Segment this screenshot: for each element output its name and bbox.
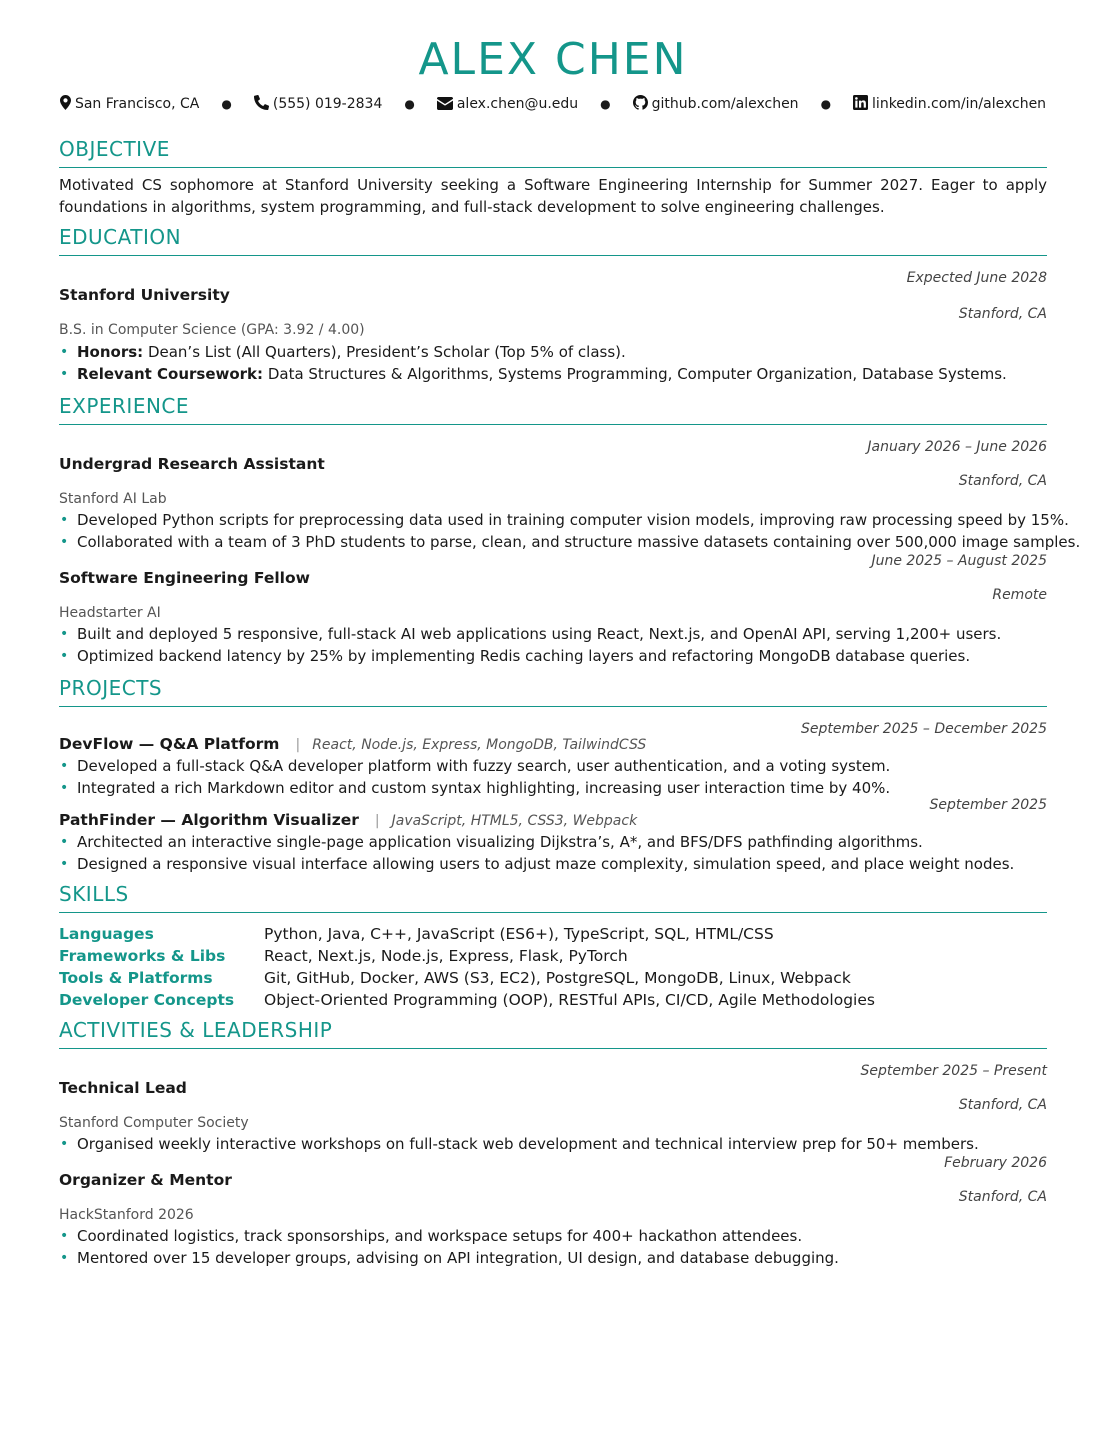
list-item: • Integrated a rich Markdown editor and custom syntax highlighting, increasing user interaction time by 40%. xyxy=(59,777,1047,799)
contact-separator: ● xyxy=(820,97,832,111)
contact-separator: ● xyxy=(600,97,611,111)
entry-header xyxy=(59,256,1047,310)
entry-date: September 2025 – Present xyxy=(860,1063,1047,1079)
organization: Stanford AI Lab xyxy=(59,491,167,507)
section-title-skills: SKILLS xyxy=(59,881,1047,913)
skill-row xyxy=(59,923,1047,945)
section-title-projects: PROJECTS xyxy=(59,675,1047,707)
entry-location: Stanford, CA xyxy=(958,306,1047,322)
organization: Headstarter AI xyxy=(59,605,161,621)
skill-values: Object-Oriented Programming (OOP), RESTful APIs, CI/CD, Agile Methodologies xyxy=(264,991,875,1009)
activity-bullets xyxy=(59,1225,1047,1269)
entry-date: January 2026 – June 2026 xyxy=(867,439,1047,455)
job-title: Undergrad Research Assistant xyxy=(59,455,325,473)
list-item: • Collaborated with a team of 3 PhD students to parse, clean, and structure massive datasets containing over 500,000 image samples. xyxy=(59,531,1047,553)
list-item: • Optimized backend latency by 25% by implementing Redis caching layers and refactoring MongoDB database queries. xyxy=(59,645,1047,667)
job-title: Software Engineering Fellow xyxy=(59,569,310,587)
list-item: • Designed a responsive visual interface allowing users to adjust maze complexity, simulation speed, and place weight nodes. xyxy=(59,853,1047,875)
section-title-education: EDUCATION xyxy=(59,224,1047,256)
school-name: Stanford University xyxy=(59,286,230,304)
entry-header xyxy=(59,1141,1047,1195)
list-item: • Honors: Dean’s List (All Quarters), President’s Scholar (Top 5% of class). xyxy=(59,341,1047,363)
entry-date: June 2025 – August 2025 xyxy=(871,553,1047,569)
entry-location: Remote xyxy=(992,587,1047,603)
section-title-activities: ACTIVITIES & LEADERSHIP xyxy=(59,1017,1047,1049)
education-section xyxy=(59,224,1047,385)
phone-icon xyxy=(254,95,269,110)
entry-date: September 2025 xyxy=(929,797,1047,813)
list-item: • Developed a full-stack Q&A developer platform with fuzzy search, user authentication, and a voting system. xyxy=(59,755,1047,777)
envelope-icon xyxy=(437,97,453,110)
skill-row xyxy=(59,945,1047,967)
contact-github[interactable]: github.com/alexchen xyxy=(633,94,799,114)
section-title-experience: EXPERIENCE xyxy=(59,393,1047,425)
activity-role: Organizer & Mentor xyxy=(59,1171,232,1189)
project-header xyxy=(59,707,1047,753)
entry-date: Expected June 2028 xyxy=(906,270,1047,286)
linkedin-icon xyxy=(853,95,868,110)
skill-row xyxy=(59,989,1047,1011)
projects-section xyxy=(59,675,1047,875)
list-item: • Relevant Coursework: Data Structures & Algorithms, Systems Programming, Computer Organization, Database Systems. xyxy=(59,363,1047,385)
list-item: • Organised weekly interactive workshops on full-stack web development and technical interview prep for 50+ members. xyxy=(59,1133,1047,1155)
project-title: PathFinder — Algorithm Visualizer | JavaScript, HTML5, CSS3, Webpack xyxy=(59,811,638,829)
entry-location: Stanford, CA xyxy=(958,1189,1047,1205)
entry-header xyxy=(59,425,1047,479)
experience-entry xyxy=(59,539,1047,667)
project-entry xyxy=(59,783,1047,875)
entry-date: September 2025 – December 2025 xyxy=(800,721,1047,737)
skill-category: Tools & Platforms xyxy=(59,969,213,987)
skills-section xyxy=(59,881,1047,1011)
github-icon xyxy=(633,95,648,110)
contact-location: San Francisco, CA xyxy=(60,94,199,114)
objective-section xyxy=(59,136,1047,218)
skills-table xyxy=(59,923,1047,1011)
education-entry xyxy=(59,256,1047,385)
section-title-objective: OBJECTIVE xyxy=(59,136,1047,168)
skill-category: Developer Concepts xyxy=(59,991,235,1009)
entry-location: Stanford, CA xyxy=(958,473,1047,489)
resume-page xyxy=(59,0,1081,1269)
contact-linkedin[interactable]: linkedin.com/in/alexchen xyxy=(853,94,1046,114)
activity-role: Technical Lead xyxy=(59,1079,187,1097)
list-item: • Built and deployed 5 responsive, full-stack AI web applications using React, Next.js, and OpenAI API, serving 1,200+ users. xyxy=(59,623,1047,645)
activity-entry xyxy=(59,1141,1047,1269)
skill-category: Frameworks & Libs xyxy=(59,947,226,965)
list-item: • Architected an interactive single-page application visualizing Dijkstra’s, A*, and BFS/DFS pathfinding algorithms. xyxy=(59,831,1047,853)
skill-values: Git, GitHub, Docker, AWS (S3, EC2), PostgreSQL, MongoDB, Linux, Webpack xyxy=(264,969,851,987)
experience-section xyxy=(59,393,1081,667)
contact-phone[interactable]: (555) 019-2834 xyxy=(254,94,383,114)
project-tech-stack: React, Node.js, Express, MongoDB, TailwindCSS xyxy=(312,737,647,753)
candidate-name: ALEX CHEN xyxy=(418,34,688,85)
experience-entry xyxy=(59,425,1081,553)
contact-email[interactable]: alex.chen@u.edu xyxy=(437,94,578,114)
activities-section xyxy=(59,1017,1047,1269)
skill-values: Python, Java, C++, JavaScript (ES6+), TypeScript, SQL, HTML/CSS xyxy=(264,925,774,943)
map-pin-icon xyxy=(60,95,71,110)
skill-category: Languages xyxy=(59,925,154,943)
contact-separator: ● xyxy=(404,97,415,111)
experience-bullets xyxy=(59,623,1047,667)
entry-date: February 2026 xyxy=(944,1155,1047,1171)
list-item: • Coordinated logistics, track sponsorships, and workspace setups for 400+ hackathon attendees. xyxy=(59,1225,1047,1247)
project-header xyxy=(59,783,1047,829)
project-tech-stack: JavaScript, HTML5, CSS3, Webpack xyxy=(391,813,638,829)
degree: B.S. in Computer Science (GPA: 3.92 / 4.00) xyxy=(59,322,365,338)
entry-header xyxy=(59,1049,1047,1103)
list-item: • Developed Python scripts for preprocessing data used in training computer vision models, improving raw processing speed by 15%. xyxy=(59,509,1047,531)
skill-values: React, Next.js, Node.js, Express, Flask, PyTorch xyxy=(264,947,628,965)
entry-location: Stanford, CA xyxy=(958,1097,1047,1113)
organization: Stanford Computer Society xyxy=(59,1115,249,1131)
education-bullets xyxy=(59,341,1047,385)
project-title: DevFlow — Q&A Platform | React, Node.js, Express, MongoDB, TailwindCSS xyxy=(59,735,647,753)
project-bullets xyxy=(59,831,1047,875)
contact-bar xyxy=(59,94,1047,114)
activity-entry xyxy=(59,1049,1047,1155)
organization: HackStanford 2026 xyxy=(59,1207,194,1223)
list-item: • Mentored over 15 developer groups, advising on API integration, UI design, and database debugging. xyxy=(59,1247,1047,1269)
objective-text: Motivated CS sophomore at Stanford University seeking a Software Engineering Internship for Summer 2027. Eager to apply foundations in algorithms, system programming, and full-stack development to solve engineering challenges. xyxy=(59,176,1047,216)
contact-separator: ● xyxy=(221,97,232,111)
skill-row xyxy=(59,967,1047,989)
entry-header xyxy=(59,539,1047,593)
